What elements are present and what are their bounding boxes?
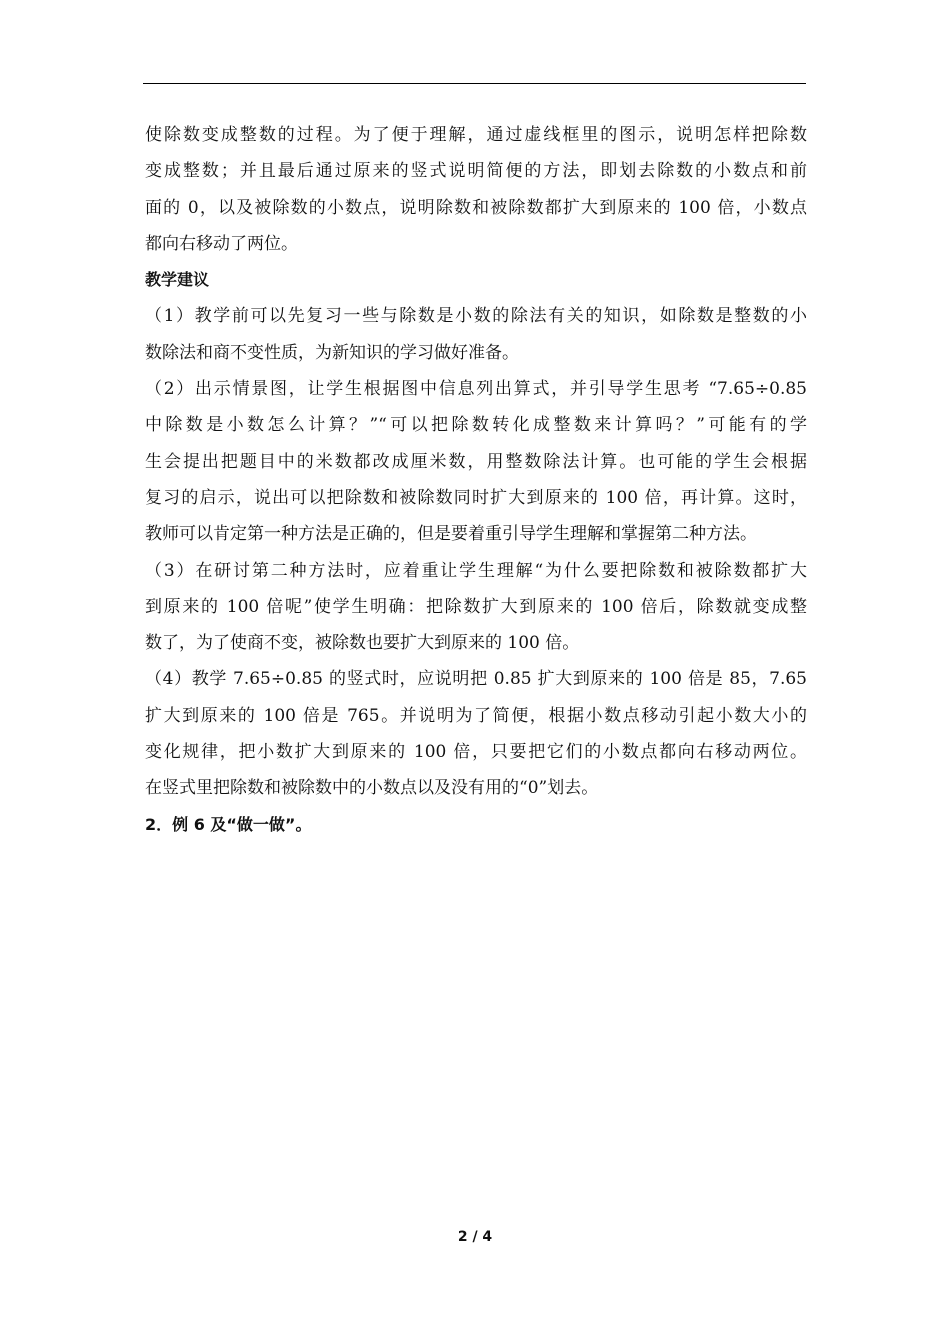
document-body [145,117,807,843]
text-line: 数了，为了使商不变，被除数也要扩大到原来的 100 倍。 [145,633,580,654]
text-line: （2）出示情景图，让学生根据图中信息列出算式，并引导学生思考 “7.65÷0.85 [145,379,807,400]
suggestion-2 [145,371,807,552]
page-number: 2 / 4 [457,1229,493,1245]
text-line: 扩大到原来的 100 倍是 765。并说明为了简便，根据小数点移动引起小数大小的 [145,705,807,726]
text-line: （1）教学前可以先复习一些与除数是小数的除法有关的知识，如除数是整数的小 [145,306,807,327]
text-line: 面的 0，以及被除数的小数点，说明除数和被除数都扩大到原来的 100 倍，小数点 [145,197,807,218]
text-line: 中除数是小数怎么计算？”“可以把除数转化成整数来计算吗？”可能有的学 [145,415,807,436]
text-line: 数除法和商不变性质，为新知识的学习做好准备。 [145,342,519,363]
text-line: 变成整数；并且最后通过原来的竖式说明简便的方法，即划去除数的小数点和前 [145,161,807,182]
suggestion-3 [145,553,807,662]
text-line: （4）教学 7.65÷0.85 的竖式时，应说明把 0.85 扩大到原来的 100 倍是 85，7.65 [145,669,807,690]
header-rule [143,83,806,84]
next-section-heading: 2．例 6 及“做一做”。 [145,814,312,834]
text-line: 都向右移动了两位。 [145,233,298,254]
text-line: 在竖式里把除数和被除数中的小数点以及没有用的“0”划去。 [145,778,599,799]
suggestion-1 [145,298,807,371]
text-line: 到原来的 100 倍呢”使学生明确：把除数扩大到原来的 100 倍后，除数就变成整 [145,596,807,617]
text-line: 变化规律，把小数扩大到原来的 100 倍，只要把它们的小数点都向右移动两位。 [145,742,807,763]
section-heading: 教学建议 [145,270,210,290]
suggestion-4 [145,661,807,806]
text-line: 使除数变成整数的过程。为了便于理解，通过虚线框里的图示，说明怎样把除数 [145,125,807,145]
text-line: 复习的启示，说出可以把除数和被除数同时扩大到原来的 100 倍，再计算。这时， [145,487,807,508]
text-line: 生会提出把题目中的米数都改成厘米数，用整数除法计算。也可能的学生会根据 [145,451,807,472]
text-line: 教师可以肯定第一种方法是正确的，但是要着重引导学生理解和掌握第二种方法。 [145,524,757,545]
text-line: （3）在研讨第二种方法时，应着重让学生理解“为什么要把除数和被除数都扩大 [145,560,807,581]
intro-paragraph [145,117,807,262]
